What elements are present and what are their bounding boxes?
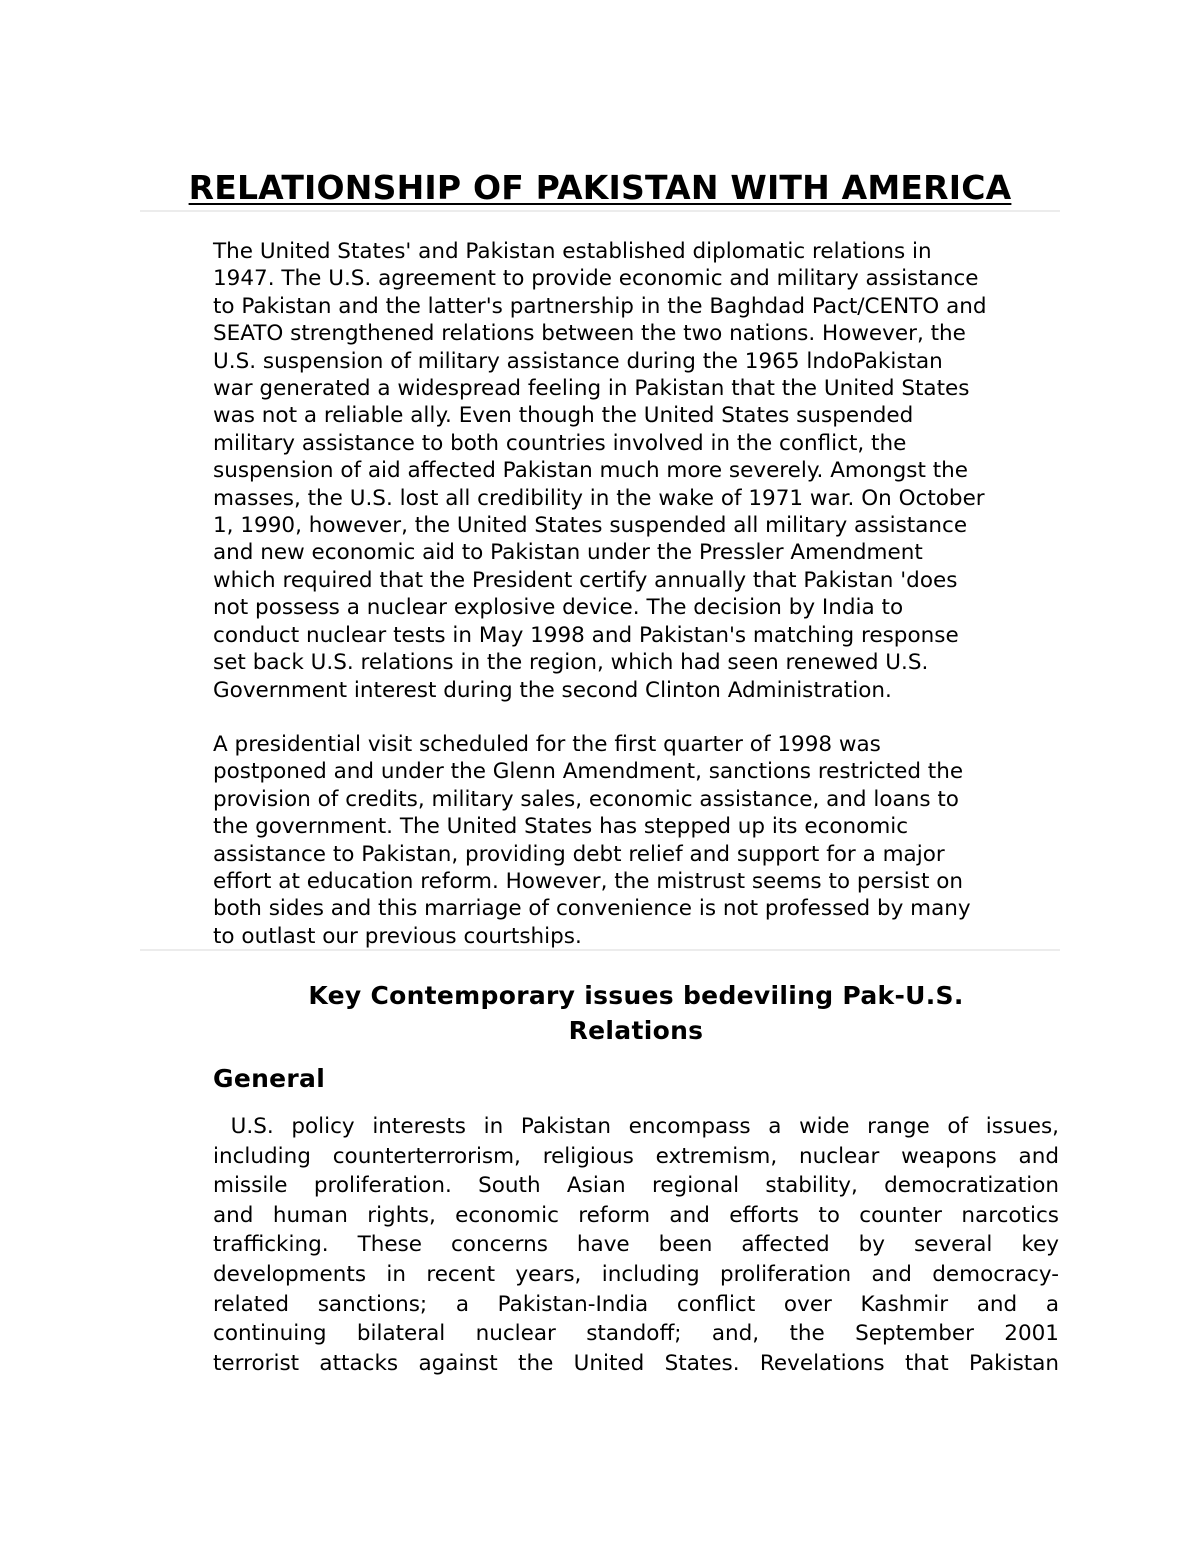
paragraph-line: provision of credits, military sales, economic assistance, and loans to [213,786,959,812]
paragraph-line: continuing bilateral nuclear standoff; and, the September 2001 [213,1321,1059,1347]
paragraph-line: masses, the U.S. lost all credibility in the wake of 1971 war. On October [213,485,985,511]
paragraph-line: 1, 1990, however, the United States suspended all military assistance [213,513,968,539]
paragraph-line: U.S. policy interests in Pakistan encompass a wide range of issues, [213,1114,1059,1139]
paragraph-line: U.S. suspension of military assistance during the 1965 lndoPakistan [213,348,943,374]
paragraph-line: SEATO strengthened relations between the two nations. However, the [213,321,966,347]
key-issues-heading [213,978,1059,1048]
paragraph-presidential-visit [213,731,1063,950]
paragraph-line: conduct nuclear tests in May 1998 and Pakistan's matching response [213,622,959,648]
paragraph-line: Government interest during the second Clinton Administration. [213,677,892,703]
paragraph-line: assistance to Pakistan, providing debt relief and support for a major [213,841,945,867]
paragraph-line: terrorist attacks against the United States. Revelations that Pakistan [213,1350,1059,1376]
paragraph-line: trafficking. These concerns have been affected by several key [213,1232,1059,1258]
document-title: RELATIONSHIP OF PAKISTAN WITH AMERICA [188,168,1012,207]
paragraph-line: both sides and this marriage of convenience is not professed by many [213,896,971,922]
general-heading: General [213,1064,326,1093]
paragraph-line: set back U.S. relations in the region, which had seen renewed U.S. [213,650,929,676]
paragraph-line: The United States' and Pakistan established diplomatic relations in [213,239,932,264]
heading-line: Relations [568,1016,704,1045]
paragraph-line: the government. The United States has stepped up its economic [213,814,909,840]
paragraph-line: developments in recent years, including proliferation and democracy- [213,1261,1059,1287]
title-divider [140,210,1060,212]
paragraph-line: postponed and under the Glenn Amendment, sanctions restricted the [213,759,964,785]
paragraph-line: missile proliferation. South Asian regional stability, democratization [213,1173,1059,1199]
paragraph-line: and human rights, economic reform and efforts to counter narcotics [213,1202,1059,1228]
paragraph-line: 1947. The U.S. agreement to provide economic and military assistance [213,266,979,292]
paragraph-line: which required that the President certify annually that Pakistan 'does [213,567,958,593]
paragraph-line: A presidential visit scheduled for the first quarter of 1998 was [213,732,881,757]
paragraph-line: and new economic aid to Pakistan under the Pressler Amendment [213,540,923,566]
paragraph-line: suspension of aid affected Pakistan much more severely. Amongst the [213,458,969,484]
section-divider [140,949,1060,951]
paragraph-line: effort at education reform. However, the mistrust seems to persist on [213,869,964,895]
paragraph-line: war generated a widespread feeling in Pakistan that the United States [213,376,970,402]
paragraph-line: to outlast our previous courtships. [213,923,582,949]
paragraph-line: related sanctions; a Pakistan-India conflict over Kashmir and a [213,1291,1059,1317]
paragraph-line: military assistance to both countries involved in the conflict, the [213,430,907,456]
paragraph-line: not possess a nuclear explosive device. The decision by India to [213,595,904,621]
paragraph-line: to Pakistan and the latter's partnership in the Baghdad Pact/CENTO and [213,293,987,319]
paragraph-policy-interests [213,1112,1059,1378]
paragraph-line: was not a reliable ally. Even though the United States suspended [213,403,914,429]
paragraph-diplomatic-history [213,238,1063,704]
heading-line: Key Contemporary issues bedeviling Pak-U.S. [308,981,964,1010]
paragraph-line: including counterterrorism, religious extremism, nuclear weapons and [213,1143,1059,1169]
